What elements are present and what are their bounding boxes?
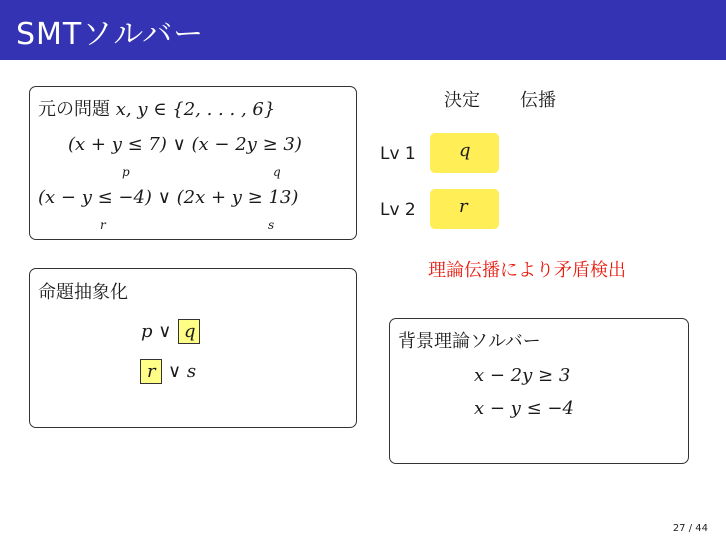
level-1-decision: q [459,140,471,161]
boxed-atom-r: r [147,361,156,382]
theory-constraint-2: x − y ≤ −4 [474,398,574,419]
level-1-label: Lv 1 [380,144,416,164]
page-number: 27 / 44 [672,523,708,534]
level-2-label: Lv 2 [380,200,416,220]
clause-1 [68,134,302,155]
theory-solver-box [389,318,689,464]
level-2-decision-box [430,189,499,229]
abstract-clause-2-suffix: ∨ s [168,361,197,382]
conflict-message: 理論伝播により矛盾検出 [428,260,626,281]
theory-solver-heading: 背景理論ソルバー [398,331,541,352]
domain-expression: x, y ∈ {2, . . . , 6} [115,99,276,120]
clause-1-right: (x − 2y ≥ 3) [191,134,302,155]
decide-header: 決定 [444,90,480,111]
clause-2-right-atom: s [268,218,275,232]
clause-1-right-atom: q [273,165,281,179]
clause-1-or: ∨ [172,134,186,155]
clause-2-or: ∨ [157,187,171,208]
abstract-clause-2-boxed-atom [140,359,162,384]
abstract-clause-1-boxed-atom [178,319,200,344]
propagate-header: 伝播 [520,90,556,111]
slide-title: SMTソルバー [16,17,205,52]
title-bar [0,0,726,60]
theory-constraint-1: x − 2y ≥ 3 [474,365,571,386]
clause-1-left: (x + y ≤ 7) [68,134,167,155]
original-problem-box [29,86,357,240]
clause-2-left-atom: r [100,218,106,232]
abstract-clause-1-prefix: p ∨ [141,321,172,342]
original-problem-heading [38,95,275,121]
abstraction-box [29,268,357,428]
boxed-atom-q: q [184,321,196,342]
clause-2-left: (x − y ≤ −4) [38,187,152,208]
clause-1-left-atom: p [122,165,130,179]
level-2-decision: r [459,196,468,217]
clause-2-right: (2x + y ≥ 13) [176,187,299,208]
clause-2 [38,187,298,208]
original-problem-label: 元の問題 [38,99,110,120]
abstraction-heading: 命題抽象化 [38,282,128,303]
level-1-decision-box [430,133,499,173]
